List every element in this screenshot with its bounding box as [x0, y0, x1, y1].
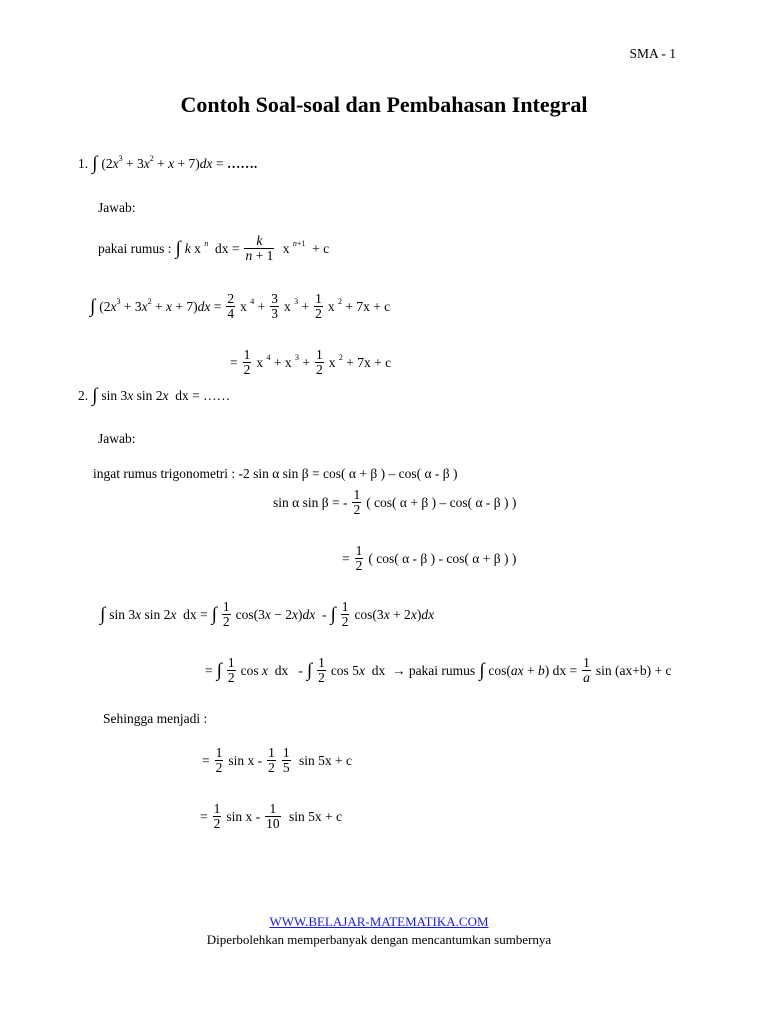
trig-identity-step-1: sin α sin β = - $\frac{1}{2}$ ( cos( α + β ) – cos( α - β ) )	[273, 487, 517, 518]
problem-2: 2. ∫ sin 3x sin 2x dx = ……	[78, 385, 231, 406]
footer-note: Diperbolehkan memperbanyak dengan mencantumkan sumbernya	[206, 932, 552, 947]
sehingga-label: Sehingga menjadi :	[103, 711, 208, 726]
jawab-label-2: Jawab:	[98, 431, 136, 446]
solution-1-step-2: = $\frac{1}{2}$ x $^4$ + x $^3$ + $\frac{1}{2}$ x $^2$ + 7x + c	[230, 347, 392, 378]
footer-link[interactable]: WWW.BELAJAR-MATEMATIKA.COM	[269, 914, 489, 929]
solution-2-step-2: = ∫ $\frac{1}{2}$ cos x dx - ∫ $\frac{1}{2}$ cos 5x dx → pakai rumus ∫ cos(ax + b) dx = $\frac{1}{a}$ sin (ax+b) + c	[205, 655, 672, 686]
trig-identity-step-2: = $\frac{1}{2}$ ( cos( α - β ) - cos( α + β ) )	[342, 543, 517, 574]
solution-1-step-1: ∫ $(2x^3 + 3x^2 + x + 7)dx$ = $\frac{2}{4}$ x $^4$ + $\frac{3}{3}$ x $^3$ + $\frac{1}{2}$ x $^2$ + 7x + c	[90, 291, 391, 322]
arrow-right-icon: →	[391, 662, 406, 678]
trig-identity: ingat rumus trigonometri : -2 sin α sin β = cos( α + β ) – cos( α - β )	[93, 466, 458, 481]
page-title: Contoh Soal-soal dan Pembahasan Integral	[180, 92, 588, 117]
problem-1: 1. ∫ $(2x^3 + 3x^2 + x + 7)dx$ = …….	[78, 153, 258, 174]
solution-2-step-3: = $\frac{1}{2}$ sin x - $\frac{1}{2}$ $\frac{1}{5}$ sin 5x + c	[202, 745, 352, 776]
page-tag: SMA - 1	[629, 46, 676, 61]
jawab-label-1: Jawab:	[98, 200, 136, 215]
solution-2-step-1: ∫ sin 3x sin 2x dx = ∫ $\frac{1}{2}$ cos(3x − 2x)dx - ∫ $\frac{1}{2}$ cos(3x + 2x)dx	[100, 599, 435, 630]
solution-2-final: = $\frac{1}{2}$ sin x - $\frac{1}{10}$ sin 5x + c	[200, 801, 342, 832]
formula-power-rule: pakai rumus : ∫ k x $^n$ dx = $\frac{k}{n + 1}$ x $^{n+1}$ + c	[98, 233, 330, 264]
